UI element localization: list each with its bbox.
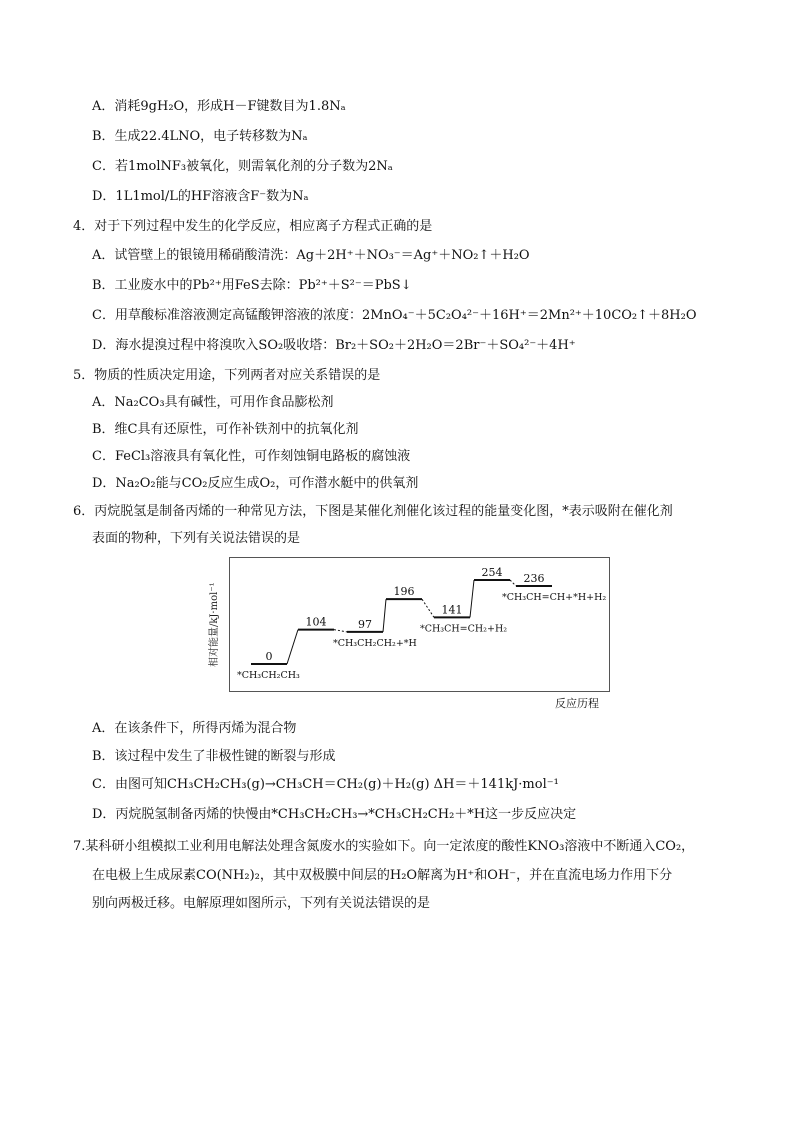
energy-value-label-2: 97 — [358, 617, 372, 631]
q4-option-b[interactable]: B．工业废水中的Pb²⁺用FeS去除：Pb²⁺＋S²⁻＝PbS↓ — [92, 278, 412, 293]
energy-connector-0 — [287, 630, 298, 664]
q3-option-c[interactable]: C．若1molNF₃被氧化，则需氧化剂的分子数为2Nₐ — [92, 159, 393, 174]
q5-option-d[interactable]: D．Na₂O₂能与CO₂反应生成O₂，可作潜水艇中的供氧剂 — [92, 476, 419, 491]
chart-x-axis-label: 反应历程 — [555, 697, 599, 710]
q4-option-a[interactable]: A．试管壁上的银镜用稀硝酸清洗：Ag＋2H⁺＋NO₃⁻＝Ag⁺＋NO₂↑＋H₂O — [92, 248, 530, 263]
species-label-4: *CH₃CH=CH₂+H₂ — [420, 623, 508, 635]
q3-option-b[interactable]: B．生成22.4LNO，电子转移数为Nₐ — [92, 129, 308, 144]
q7-stem-line3: 别向两极迁移。电解原理如图所示，下列有关说法错误的是 — [92, 896, 431, 911]
chart-y-axis-label — [206, 562, 222, 672]
energy-value-label-0: 0 — [265, 650, 273, 663]
q6-option-d[interactable]: D．丙烷脱氢制备丙烯的快慢由*CH₃CH₂CH₃→*CH₃CH₂CH₂＋*H这一步反应决定 — [92, 807, 577, 822]
q6-option-a[interactable]: A．在该条件下，所得丙烯为混合物 — [92, 721, 297, 736]
q5-option-b[interactable]: B．维C具有还原性，可作补铁剂中的抗氧化剂 — [92, 422, 359, 437]
q6-option-c[interactable]: C．由图可知CH₃CH₂CH₃(g)→CH₃CH＝CH₂(g)＋H₂(g) ΔH＝＋141kJ·mol⁻¹ — [92, 777, 559, 792]
q5-option-a[interactable]: A．Na₂CO₃具有碱性，可用作食品膨松剂 — [92, 395, 334, 410]
q6-stem-line1: 6．丙烷脱氢是制备丙烯的一种常见方法，下图是某催化剂催化该过程的能量变化图，*表示吸附在催化剂 — [73, 504, 673, 519]
energy-value-label-1: 104 — [305, 615, 327, 629]
energy-value-label-4: 141 — [441, 603, 463, 617]
q7-stem-line1: 7.某科研小组模拟工业利用电解法处理含氮废水的实验如下。向一定浓度的酸性KNO₃溶液中不断通入CO₂， — [73, 839, 695, 854]
q4-option-c[interactable]: C．用草酸标准溶液测定高锰酸钾溶液的浓度：2MnO₄⁻＋5C₂O₄²⁻＋16H⁺＝2Mn²⁺＋10CO₂↑＋8H₂O — [92, 308, 697, 323]
energy-connector-2 — [383, 599, 386, 632]
q6-option-b[interactable]: B．该过程中发生了非极性键的断裂与形成 — [92, 749, 336, 764]
energy-value-label-3: 196 — [393, 585, 415, 599]
species-label-2: *CH₃CH₂CH₂+*H — [333, 637, 417, 649]
species-label-6: *CH₃CH=CH+*H+H₂ — [502, 591, 607, 603]
y-axis-label-text: 相对能量/kJ·mol⁻¹ — [209, 582, 220, 667]
q3-option-a[interactable]: A．消耗9gH₂O，形成H－F键数目为1.8Nₐ — [92, 99, 346, 114]
q6-stem-line2: 表面的物种，下列有关说法错误的是 — [92, 531, 301, 546]
energy-connector-5 — [510, 580, 516, 586]
q3-option-d[interactable]: D．1L1mol/L的HF溶液含F⁻数为Nₐ — [92, 189, 309, 204]
species-label-0: *CH₃CH₂CH₃ — [237, 670, 300, 681]
energy-value-label-5: 254 — [481, 566, 503, 579]
energy-diagram — [229, 557, 610, 692]
q4-option-d[interactable]: D．海水提溴过程中将溴吹入SO₂吸收塔：Br₂＋SO₂＋2H₂O＝2Br⁻＋SO₄²⁻＋4H⁺ — [92, 338, 576, 353]
energy-connector-4 — [470, 580, 474, 617]
energy-connector-1 — [334, 630, 347, 632]
energy-connector-3 — [422, 599, 434, 617]
q4-stem: 4．对于下列过程中发生的化学反应，相应离子方程式正确的是 — [73, 219, 433, 234]
q5-option-c[interactable]: C．FeCl₃溶液具有氧化性，可作刻蚀铜电路板的腐蚀液 — [92, 449, 411, 464]
energy-value-label-6: 236 — [523, 571, 545, 585]
q7-stem-line2: 在电极上生成尿素CO(NH₂)₂，其中双极膜中间层的H₂O解离为H⁺和OH⁻，并在直流电场力作用下分 — [92, 868, 673, 883]
q5-stem: 5．物质的性质决定用途，下列两者对应关系错误的是 — [73, 368, 381, 383]
energy-diagram-svg — [230, 558, 611, 693]
